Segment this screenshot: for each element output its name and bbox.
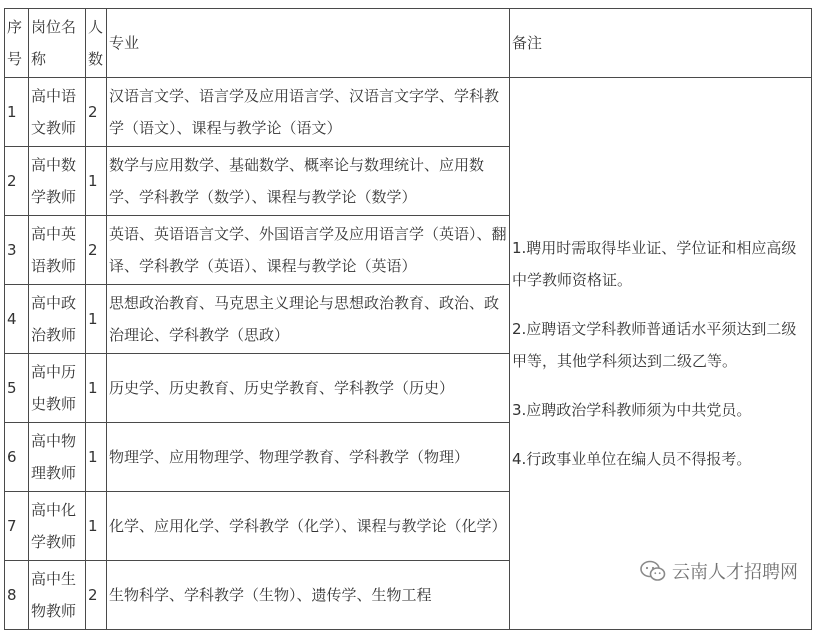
cell-no: 2 xyxy=(5,147,29,216)
cell-no: 5 xyxy=(5,354,29,423)
cell-count: 1 xyxy=(86,285,107,354)
cell-no: 6 xyxy=(5,423,29,492)
cell-count: 1 xyxy=(86,147,107,216)
header-remarks: 备注 xyxy=(510,9,812,78)
cell-no: 8 xyxy=(5,561,29,630)
cell-count: 2 xyxy=(86,561,107,630)
cell-major: 物理学、应用物理学、物理学教育、学科教学（物理） xyxy=(107,423,510,492)
cell-position: 高中生物教师 xyxy=(29,561,86,630)
cell-count: 1 xyxy=(86,423,107,492)
header-count: 人数 xyxy=(86,9,107,78)
cell-major: 英语、英语语言文学、外国语言学及应用语言学（英语）、翻译、学科教学（英语）、课程与教学论（英语） xyxy=(107,216,510,285)
cell-position: 高中数学教师 xyxy=(29,147,86,216)
cell-count: 2 xyxy=(86,78,107,147)
cell-major: 生物科学、学科教学（生物）、遗传学、生物工程 xyxy=(107,561,510,630)
cell-count: 2 xyxy=(86,216,107,285)
cell-position: 高中化学教师 xyxy=(29,492,86,561)
cell-count: 1 xyxy=(86,354,107,423)
wechat-icon xyxy=(640,560,666,582)
watermark xyxy=(640,558,798,584)
cell-major: 化学、应用化学、学科教学（化学）、课程与教学论（化学） xyxy=(107,492,510,561)
cell-no: 4 xyxy=(5,285,29,354)
remarks-cell xyxy=(510,78,812,630)
cell-major: 思想政治教育、马克思主义理论与思想政治教育、政治、政治理论、学科教学（思政） xyxy=(107,285,510,354)
cell-count: 1 xyxy=(86,492,107,561)
header-position: 岗位名称 xyxy=(29,9,86,78)
remark-item: 2.应聘语文学科教师普通话水平须达到二级甲等，其他学科须达到二级乙等。 xyxy=(512,320,797,370)
cell-position: 高中物理教师 xyxy=(29,423,86,492)
table-row xyxy=(5,78,812,147)
cell-position: 高中英语教师 xyxy=(29,216,86,285)
watermark-text: 云南人才招聘网 xyxy=(672,562,798,583)
table-header-row xyxy=(5,9,812,78)
cell-position: 高中语文教师 xyxy=(29,78,86,147)
cell-no: 1 xyxy=(5,78,29,147)
remark-item: 1.聘用时需取得毕业证、学位证和相应高级中学教师资格证。 xyxy=(512,239,797,289)
remark-item: 3.应聘政治学科教师须为中共党员。 xyxy=(512,401,752,419)
cell-no: 3 xyxy=(5,216,29,285)
remark-item: 4.行政事业单位在编人员不得报考。 xyxy=(512,450,752,468)
header-no: 序号 xyxy=(5,9,29,78)
header-major: 专业 xyxy=(107,9,510,78)
cell-major: 数学与应用数学、基础数学、概率论与数理统计、应用数学、学科教学（数学）、课程与教学论（数学） xyxy=(107,147,510,216)
cell-position: 高中政治教师 xyxy=(29,285,86,354)
cell-major: 汉语言文学、语言学及应用语言学、汉语言文字学、学科教学（语文）、课程与教学论（语文） xyxy=(107,78,510,147)
cell-no: 7 xyxy=(5,492,29,561)
recruitment-table xyxy=(4,8,812,630)
cell-position: 高中历史教师 xyxy=(29,354,86,423)
cell-major: 历史学、历史教育、历史学教育、学科教学（历史） xyxy=(107,354,510,423)
